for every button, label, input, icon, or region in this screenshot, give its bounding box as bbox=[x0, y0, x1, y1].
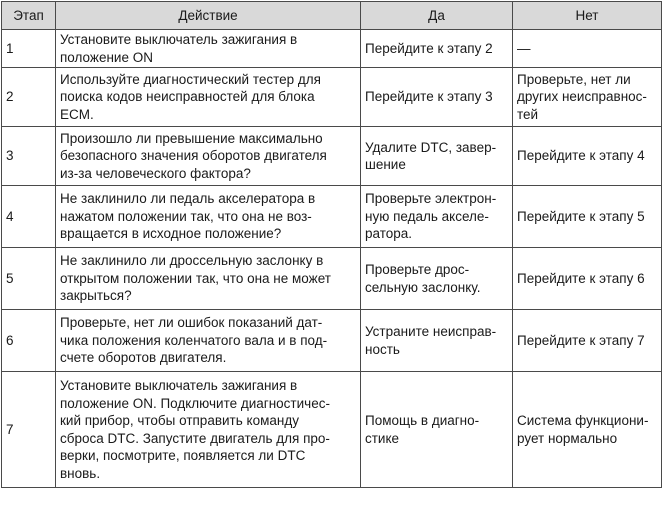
step-number: 2 bbox=[2, 68, 56, 127]
table-row bbox=[2, 30, 662, 68]
table-row bbox=[2, 372, 662, 488]
header-yes: Да bbox=[361, 2, 513, 30]
header-action: Действие bbox=[56, 2, 361, 30]
step-no: Перейдите к этапу 5 bbox=[513, 186, 662, 248]
header-no: Нет bbox=[513, 2, 662, 30]
step-yes: Удалите DTC, завер- шение bbox=[361, 127, 513, 186]
step-yes: Помощь в диагно- стике bbox=[361, 372, 513, 488]
step-yes: Проверьте дрос- сельную заслонку. bbox=[361, 248, 513, 310]
table-header-row bbox=[2, 2, 662, 30]
header-step: Этап bbox=[2, 2, 56, 30]
table-row bbox=[2, 310, 662, 372]
step-number: 6 bbox=[2, 310, 56, 372]
table-row bbox=[2, 248, 662, 310]
step-action: Установите выключатель зажигания в положение ON. Подключите диагностичес- кий прибор, чтобы отправить команду сброса DTC. Запустите двигатель для про- верки, посмотрите, появляется ли DTC вновь. bbox=[56, 372, 361, 488]
step-action: Не заклинило ли педаль акселератора в нажатом положении так, что она не воз- вращается в исходное положение? bbox=[56, 186, 361, 248]
step-number: 1 bbox=[2, 30, 56, 68]
table-row bbox=[2, 68, 662, 127]
step-yes: Устраните неисправ- ность bbox=[361, 310, 513, 372]
step-number: 3 bbox=[2, 127, 56, 186]
step-number: 4 bbox=[2, 186, 56, 248]
step-action: Не заклинило ли дроссельную заслонку в открытом положении так, что она не может закрыться? bbox=[56, 248, 361, 310]
step-no: Перейдите к этапу 6 bbox=[513, 248, 662, 310]
step-no: — bbox=[513, 30, 662, 68]
step-action: Установите выключатель зажигания в положение ON bbox=[56, 30, 361, 68]
step-no: Перейдите к этапу 7 bbox=[513, 310, 662, 372]
step-yes: Перейдите к этапу 3 bbox=[361, 68, 513, 127]
table-row bbox=[2, 186, 662, 248]
step-number: 7 bbox=[2, 372, 56, 488]
step-no: Проверьте, нет ли других неисправнос- тей bbox=[513, 68, 662, 127]
step-yes: Перейдите к этапу 2 bbox=[361, 30, 513, 68]
step-action: Проверьте, нет ли ошибок показаний дат- чика положения коленчатого вала и в под- счете оборотов двигателя. bbox=[56, 310, 361, 372]
diagnostic-table bbox=[1, 1, 662, 488]
table-row bbox=[2, 127, 662, 186]
step-number: 5 bbox=[2, 248, 56, 310]
step-action: Произошло ли превышение максимально безопасного значения оборотов двигателя из-за человеческого фактора? bbox=[56, 127, 361, 186]
step-action: Используйте диагностический тестер для поиска кодов неисправностей для блока ECM. bbox=[56, 68, 361, 127]
step-no: Перейдите к этапу 4 bbox=[513, 127, 662, 186]
step-yes: Проверьте электрон- ную педаль акселе- ратора. bbox=[361, 186, 513, 248]
step-no: Система функциони- рует нормально bbox=[513, 372, 662, 488]
